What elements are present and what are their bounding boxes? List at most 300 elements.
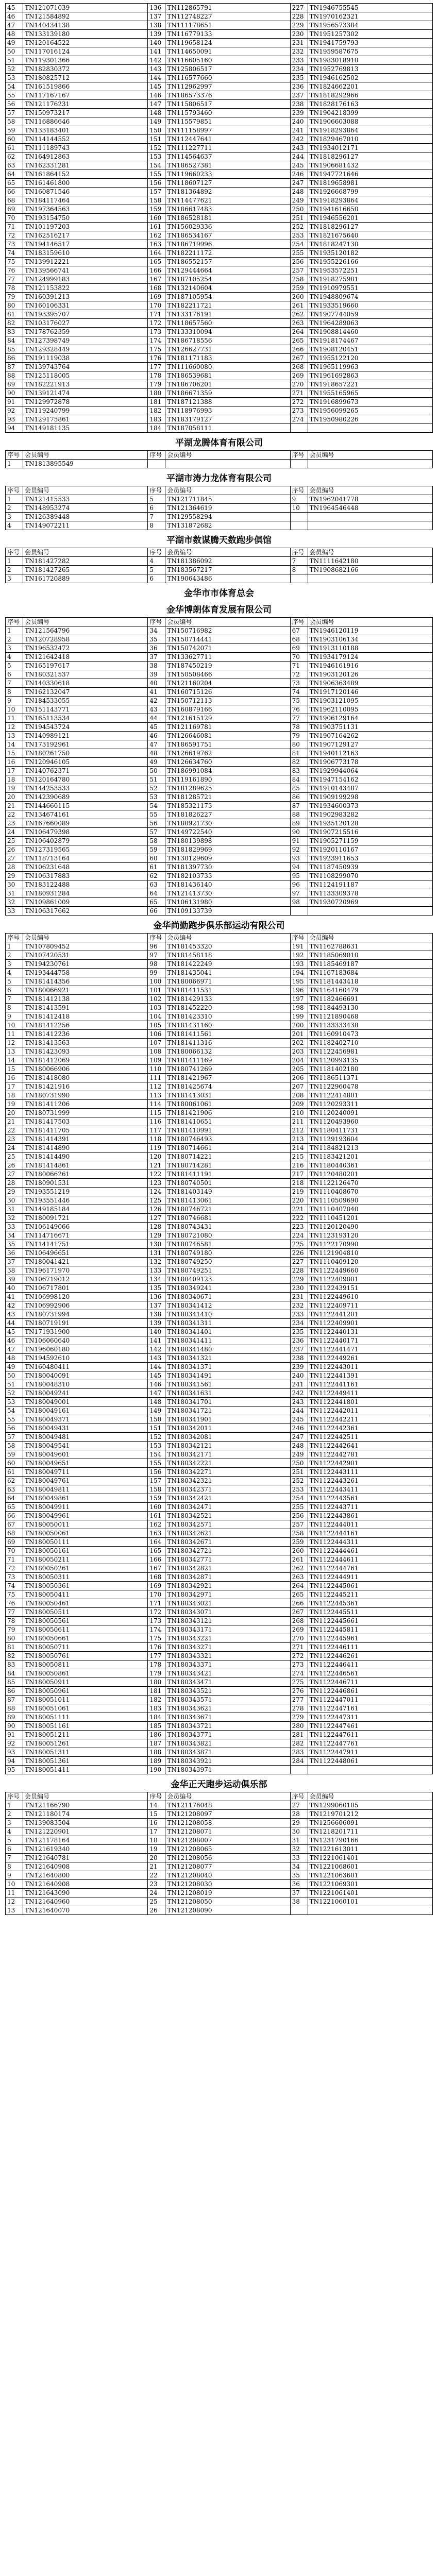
row-number [290,574,308,583]
row-number: 224 [290,1231,308,1240]
row-number: 150 [148,1415,165,1424]
member-code: TN1182402710 [308,1039,432,1047]
row-number: 82 [6,1652,23,1660]
member-code: TN1122446261 [308,1652,432,1660]
member-code: TN1122409001 [308,1275,432,1284]
table-row [6,1459,433,1468]
member-code: TN1906773178 [308,758,432,767]
row-number: 67 [290,626,308,635]
section [5,437,433,468]
row-number: 92 [6,406,23,415]
row-number: 95 [6,1766,23,1774]
member-code: TN1818296127 [308,152,432,161]
row-number: 160 [148,214,165,223]
table-row [6,1100,433,1109]
row-number: 189 [148,1757,165,1766]
row-number: 167 [148,275,165,284]
row-number: 78 [6,1617,23,1625]
member-code [165,460,290,468]
member-code: TN1183421201 [308,1153,432,1161]
row-number: 93 [290,854,308,863]
row-number: 2 [6,951,23,960]
member-code: TN1934600373 [308,802,432,810]
member-code: TN1956573384 [308,21,432,30]
table-row [6,1643,433,1652]
table-row [6,863,433,872]
row-number: 101 [148,986,165,995]
member-code: TN119301366 [23,56,148,65]
row-number: 239 [290,109,308,117]
row-number: 29 [6,1188,23,1196]
member-code: TN181452220 [165,1004,290,1012]
row-number: 48 [148,749,165,758]
row-number: 33 [6,1223,23,1231]
header-no: 序号 [148,934,165,942]
row-number: 31 [290,1836,308,1845]
member-code: TN186573376 [165,91,290,100]
member-code: TN140989121 [23,732,148,740]
member-code: TN1122443711 [308,1503,432,1512]
row-number: 141 [148,47,165,56]
header-no: 序号 [290,934,308,942]
member-code: TN1120480201 [308,1170,432,1179]
member-code: TN121180174 [23,1810,148,1819]
member-code: TN139566741 [23,266,148,275]
row-number: 46 [6,1336,23,1345]
row-number: 168 [148,284,165,293]
member-code: TN121169781 [165,723,290,732]
row-number: 132 [148,1258,165,1266]
row-number: 5 [6,1836,23,1845]
row-number: 282 [290,1739,308,1748]
row-number: 63 [148,880,165,889]
row-number: 170 [148,1590,165,1599]
table-row [6,1889,433,1897]
member-code: TN180342671 [165,1538,290,1547]
table-row [6,1625,433,1634]
table-row [6,1477,433,1485]
row-number: 17 [6,767,23,775]
table-row [6,854,433,863]
table-row [6,802,433,810]
row-number: 100 [148,977,165,986]
member-code: TN1829467010 [308,135,432,144]
row-number: 241 [290,1380,308,1389]
row-number: 14 [148,1801,165,1810]
member-code: TN1162788631 [308,942,432,951]
table-row [6,635,433,644]
row-number: 111 [148,1074,165,1082]
header-code: 会员编号 [165,1792,290,1801]
member-code: TN180743431 [165,1223,290,1231]
member-code [308,521,432,530]
row-number: 98 [148,960,165,969]
row-number: 142 [148,56,165,65]
member-code: TN180343721 [165,1722,290,1731]
row-number: 10 [6,1880,23,1889]
member-code: TN180050361 [23,1582,148,1590]
member-code: TN181410651 [165,1117,290,1126]
row-number: 257 [290,266,308,275]
member-code: TN111189743 [23,144,148,152]
member-code: TN129558294 [165,513,290,521]
member-code: TN180341321 [165,1354,290,1363]
table-row [6,1091,433,1100]
table-row [6,398,433,406]
header-code: 会员编号 [308,618,432,626]
row-number: 98 [290,898,308,907]
row-number: 58 [6,1442,23,1450]
row-number: 141 [148,1336,165,1345]
row-number: 27 [6,1170,23,1179]
member-code: TN1221060101 [308,1897,432,1906]
row-number: 262 [290,1564,308,1573]
table-row [6,1520,433,1529]
section-title: 金华尚勤跑步俱乐部运动有限公司 [153,921,285,931]
header-code: 会员编号 [23,1792,148,1801]
section [5,920,433,1774]
member-code: TN106231648 [23,863,148,872]
table-row [6,767,433,775]
row-number: 265 [290,1590,308,1599]
member-code: TN187058111 [165,424,290,433]
member-code: TN1122442641 [308,1442,432,1450]
member-code: TN187450219 [165,662,290,670]
member-code: TN181458118 [165,951,290,960]
member-code: TN180341701 [165,1398,290,1406]
member-code: TN186719996 [165,240,290,249]
table-row [6,1170,433,1179]
member-code: TN180341311 [165,1319,290,1328]
member-code: TN1221061401 [308,1889,432,1897]
row-number: 84 [6,336,23,345]
row-number: 60 [6,1459,23,1468]
row-number: 176 [148,354,165,363]
member-code: TN1122441391 [308,1371,432,1380]
member-code: TN180342271 [165,1468,290,1477]
table-row [6,1398,433,1406]
member-code: TN121642418 [23,653,148,662]
table-row [6,732,433,740]
row-number: 53 [6,74,23,82]
row-number: 181 [148,398,165,406]
row-number: 7 [148,513,165,521]
member-code: TN178762359 [23,328,148,336]
table-row [6,495,433,504]
row-number: 2 [6,1810,23,1819]
member-code: TN180050161 [23,1547,148,1555]
row-number: 134 [148,1275,165,1284]
table-row [6,293,433,301]
table-row [6,135,433,144]
table-row [6,363,433,371]
row-number: 252 [290,1477,308,1485]
table-row [6,1231,433,1240]
member-code: TN1918174467 [308,336,432,345]
row-number: 64 [6,1494,23,1503]
row-number: 190 [148,1766,165,1774]
member-code: TN180061061 [165,1100,290,1109]
row-number: 11 [6,1889,23,1897]
member-code: TN181412418 [23,1012,148,1021]
member-code: TN106317662 [23,907,148,916]
table-row [6,513,433,521]
member-code: TN181411561 [165,1030,290,1039]
row-number: 18 [6,775,23,784]
table-row [6,1871,433,1880]
row-number: 26 [6,1161,23,1170]
row-number: 54 [6,82,23,91]
row-number: 39 [6,1275,23,1284]
row-number: 254 [290,1494,308,1503]
row-number: 263 [290,319,308,328]
row-number: 82 [290,758,308,767]
member-code: TN180342921 [165,1582,290,1590]
row-number: 1 [6,557,23,566]
member-code: TN1186511371 [308,1074,432,1082]
row-number: 231 [290,1293,308,1301]
member-code: TN1121890468 [308,1012,432,1021]
row-number: 152 [148,144,165,152]
table-row [6,1424,433,1433]
row-number: 129 [148,1231,165,1240]
member-code: TN180050211 [23,1555,148,1564]
member-code: TN180719191 [23,1319,148,1328]
table-row [6,1731,433,1739]
table-row [6,986,433,995]
row-number: 78 [6,284,23,293]
header-code: 会员编号 [23,548,148,557]
table-row [6,1547,433,1555]
row-number: 136 [148,1293,165,1301]
member-code: TN1918657221 [308,380,432,389]
row-number: 221 [290,1205,308,1214]
member-code: TN121640781 [23,1854,148,1862]
member-code: TN181421916 [23,1082,148,1091]
row-number: 252 [290,223,308,231]
member-code: TN181414890 [23,1144,148,1153]
row-number: 145 [148,1371,165,1380]
table-row [6,91,433,100]
row-number: 255 [290,1503,308,1512]
member-code: TN180050411 [23,1590,148,1599]
member-code: TN180050311 [23,1573,148,1582]
row-number: 195 [290,977,308,986]
row-number: 19 [6,1100,23,1109]
member-code: TN106131980 [165,898,290,907]
member-code: TN180050761 [23,1652,148,1660]
member-code: TN180049601 [23,1450,148,1459]
table-row [6,1301,433,1310]
row-number: 249 [290,196,308,205]
member-code: TN121208040 [165,1871,290,1880]
member-code: TN1821675640 [308,231,432,240]
row-number: 236 [290,82,308,91]
row-number: 75 [6,1590,23,1599]
row-number: 250 [290,205,308,214]
table-row [6,1748,433,1757]
header-no: 序号 [6,1792,23,1801]
member-code: TN114141751 [23,1240,148,1249]
row-number: 145 [148,82,165,91]
member-code: TN180049161 [23,1406,148,1415]
member-code: TN186539681 [165,371,290,380]
row-number: 206 [290,1074,308,1082]
table-row [6,1687,433,1696]
member-code: TN180749180 [165,1249,290,1258]
table-row [6,1135,433,1144]
table-row [6,1739,433,1748]
table-row [6,424,433,433]
member-code: TN180341721 [165,1406,290,1415]
row-number: 240 [290,117,308,126]
member-code: TN1122442511 [308,1433,432,1442]
row-number: 177 [148,1652,165,1660]
member-code: TN1167183684 [308,969,432,977]
row-number: 23 [6,1135,23,1144]
member-table [5,486,433,530]
member-code: TN181422249 [165,960,290,969]
member-code: TN131872682 [165,521,290,530]
row-number: 113 [148,1091,165,1100]
row-number: 23 [6,819,23,828]
row-number: 172 [148,319,165,328]
row-number: 4 [6,653,23,662]
member-code: TN161864152 [23,170,148,179]
table-row [6,1030,433,1039]
row-number: 260 [290,1547,308,1555]
row-number: 99 [148,969,165,977]
member-code: TN180342471 [165,1503,290,1512]
table-row [6,249,433,258]
member-code: TN186527381 [165,161,290,170]
member-code: TN1909199298 [308,793,432,802]
member-code: TN161519866 [23,82,148,91]
table-row [6,566,433,574]
member-code: TN181423093 [23,1047,148,1056]
row-number: 199 [290,1012,308,1021]
member-code: TN1122447761 [308,1739,432,1748]
member-code: TN183159610 [23,249,148,258]
table-row [6,1363,433,1371]
row-number: 3 [6,960,23,969]
row-number: 65 [6,179,23,188]
row-number: 62 [6,1477,23,1485]
row-number: 9 [290,495,308,504]
row-number: 215 [290,1153,308,1161]
row-number: 138 [148,1310,165,1319]
table-row [6,1669,433,1678]
row-number: 272 [290,1652,308,1660]
row-number: 5 [148,566,165,574]
row-number: 112 [148,1082,165,1091]
row-number: 96 [290,880,308,889]
member-code: TN133176191 [165,310,290,319]
member-code: TN1221063601 [308,1871,432,1880]
row-number: 17 [6,1082,23,1091]
row-number: 272 [290,398,308,406]
row-number: 61 [6,144,23,152]
member-table [5,1792,433,1915]
row-number: 70 [290,653,308,662]
member-table [5,450,433,468]
member-code: TN126619762 [165,749,290,758]
header-no: 序号 [148,486,165,495]
member-code: TN180921730 [165,819,290,828]
row-number: 188 [148,1748,165,1757]
member-code: TN160391213 [23,293,148,301]
member-code: TN180040091 [23,1371,148,1380]
member-code: TN180343771 [165,1731,290,1739]
member-code: TN181289625 [165,784,290,793]
member-code: TN118713164 [23,854,148,863]
member-code: TN1940112163 [308,749,432,758]
row-number: 85 [6,345,23,354]
table-row [6,1442,433,1450]
row-number: 55 [148,810,165,819]
member-code: TN150508466 [165,670,290,679]
row-number: 14 [6,740,23,749]
member-code: TN150712113 [165,697,290,705]
row-number: 34 [290,1862,308,1871]
member-code: TN1185469187 [308,960,432,969]
member-code: TN181421906 [165,1109,290,1117]
member-code: TN180901531 [23,1179,148,1188]
member-code: TN180343371 [165,1660,290,1669]
row-number: 220 [290,1196,308,1205]
member-code: TN116886646 [23,117,148,126]
member-code: TN1818247130 [308,240,432,249]
row-number: 51 [148,775,165,784]
member-code: TN1122441161 [308,1380,432,1389]
member-code: TN181413061 [165,1196,290,1205]
member-code: TN106479398 [23,828,148,837]
row-number: 1 [6,626,23,635]
member-code: TN114477621 [165,196,290,205]
row-number: 251 [290,1468,308,1477]
member-code: TN180051061 [23,1704,148,1713]
row-number: 241 [290,126,308,135]
table-row [6,1012,433,1021]
table-row [6,1564,433,1573]
row-number: 269 [290,371,308,380]
row-number: 171 [148,310,165,319]
row-number: 155 [148,1459,165,1468]
member-code: TN180340671 [165,1293,290,1301]
row-number: 41 [6,1293,23,1301]
table-row [6,275,433,284]
row-number: 11 [6,1030,23,1039]
row-number: 210 [290,1109,308,1117]
table-row [6,1223,433,1231]
row-number: 250 [290,1459,308,1468]
member-code: TN180050461 [23,1599,148,1608]
row-number: 172 [148,1608,165,1617]
row-number [290,1766,308,1774]
row-number: 203 [290,1047,308,1056]
table-row [6,12,433,21]
row-number: 44 [6,1319,23,1328]
row-number: 15 [6,749,23,758]
row-number: 181 [148,1687,165,1696]
member-code: TN1929944064 [308,767,432,775]
row-number: 68 [6,196,23,205]
table-row [6,521,433,530]
table-row [6,1906,433,1915]
member-code: TN1122446111 [308,1643,432,1652]
row-number: 60 [148,854,165,863]
row-number: 107 [148,1039,165,1047]
